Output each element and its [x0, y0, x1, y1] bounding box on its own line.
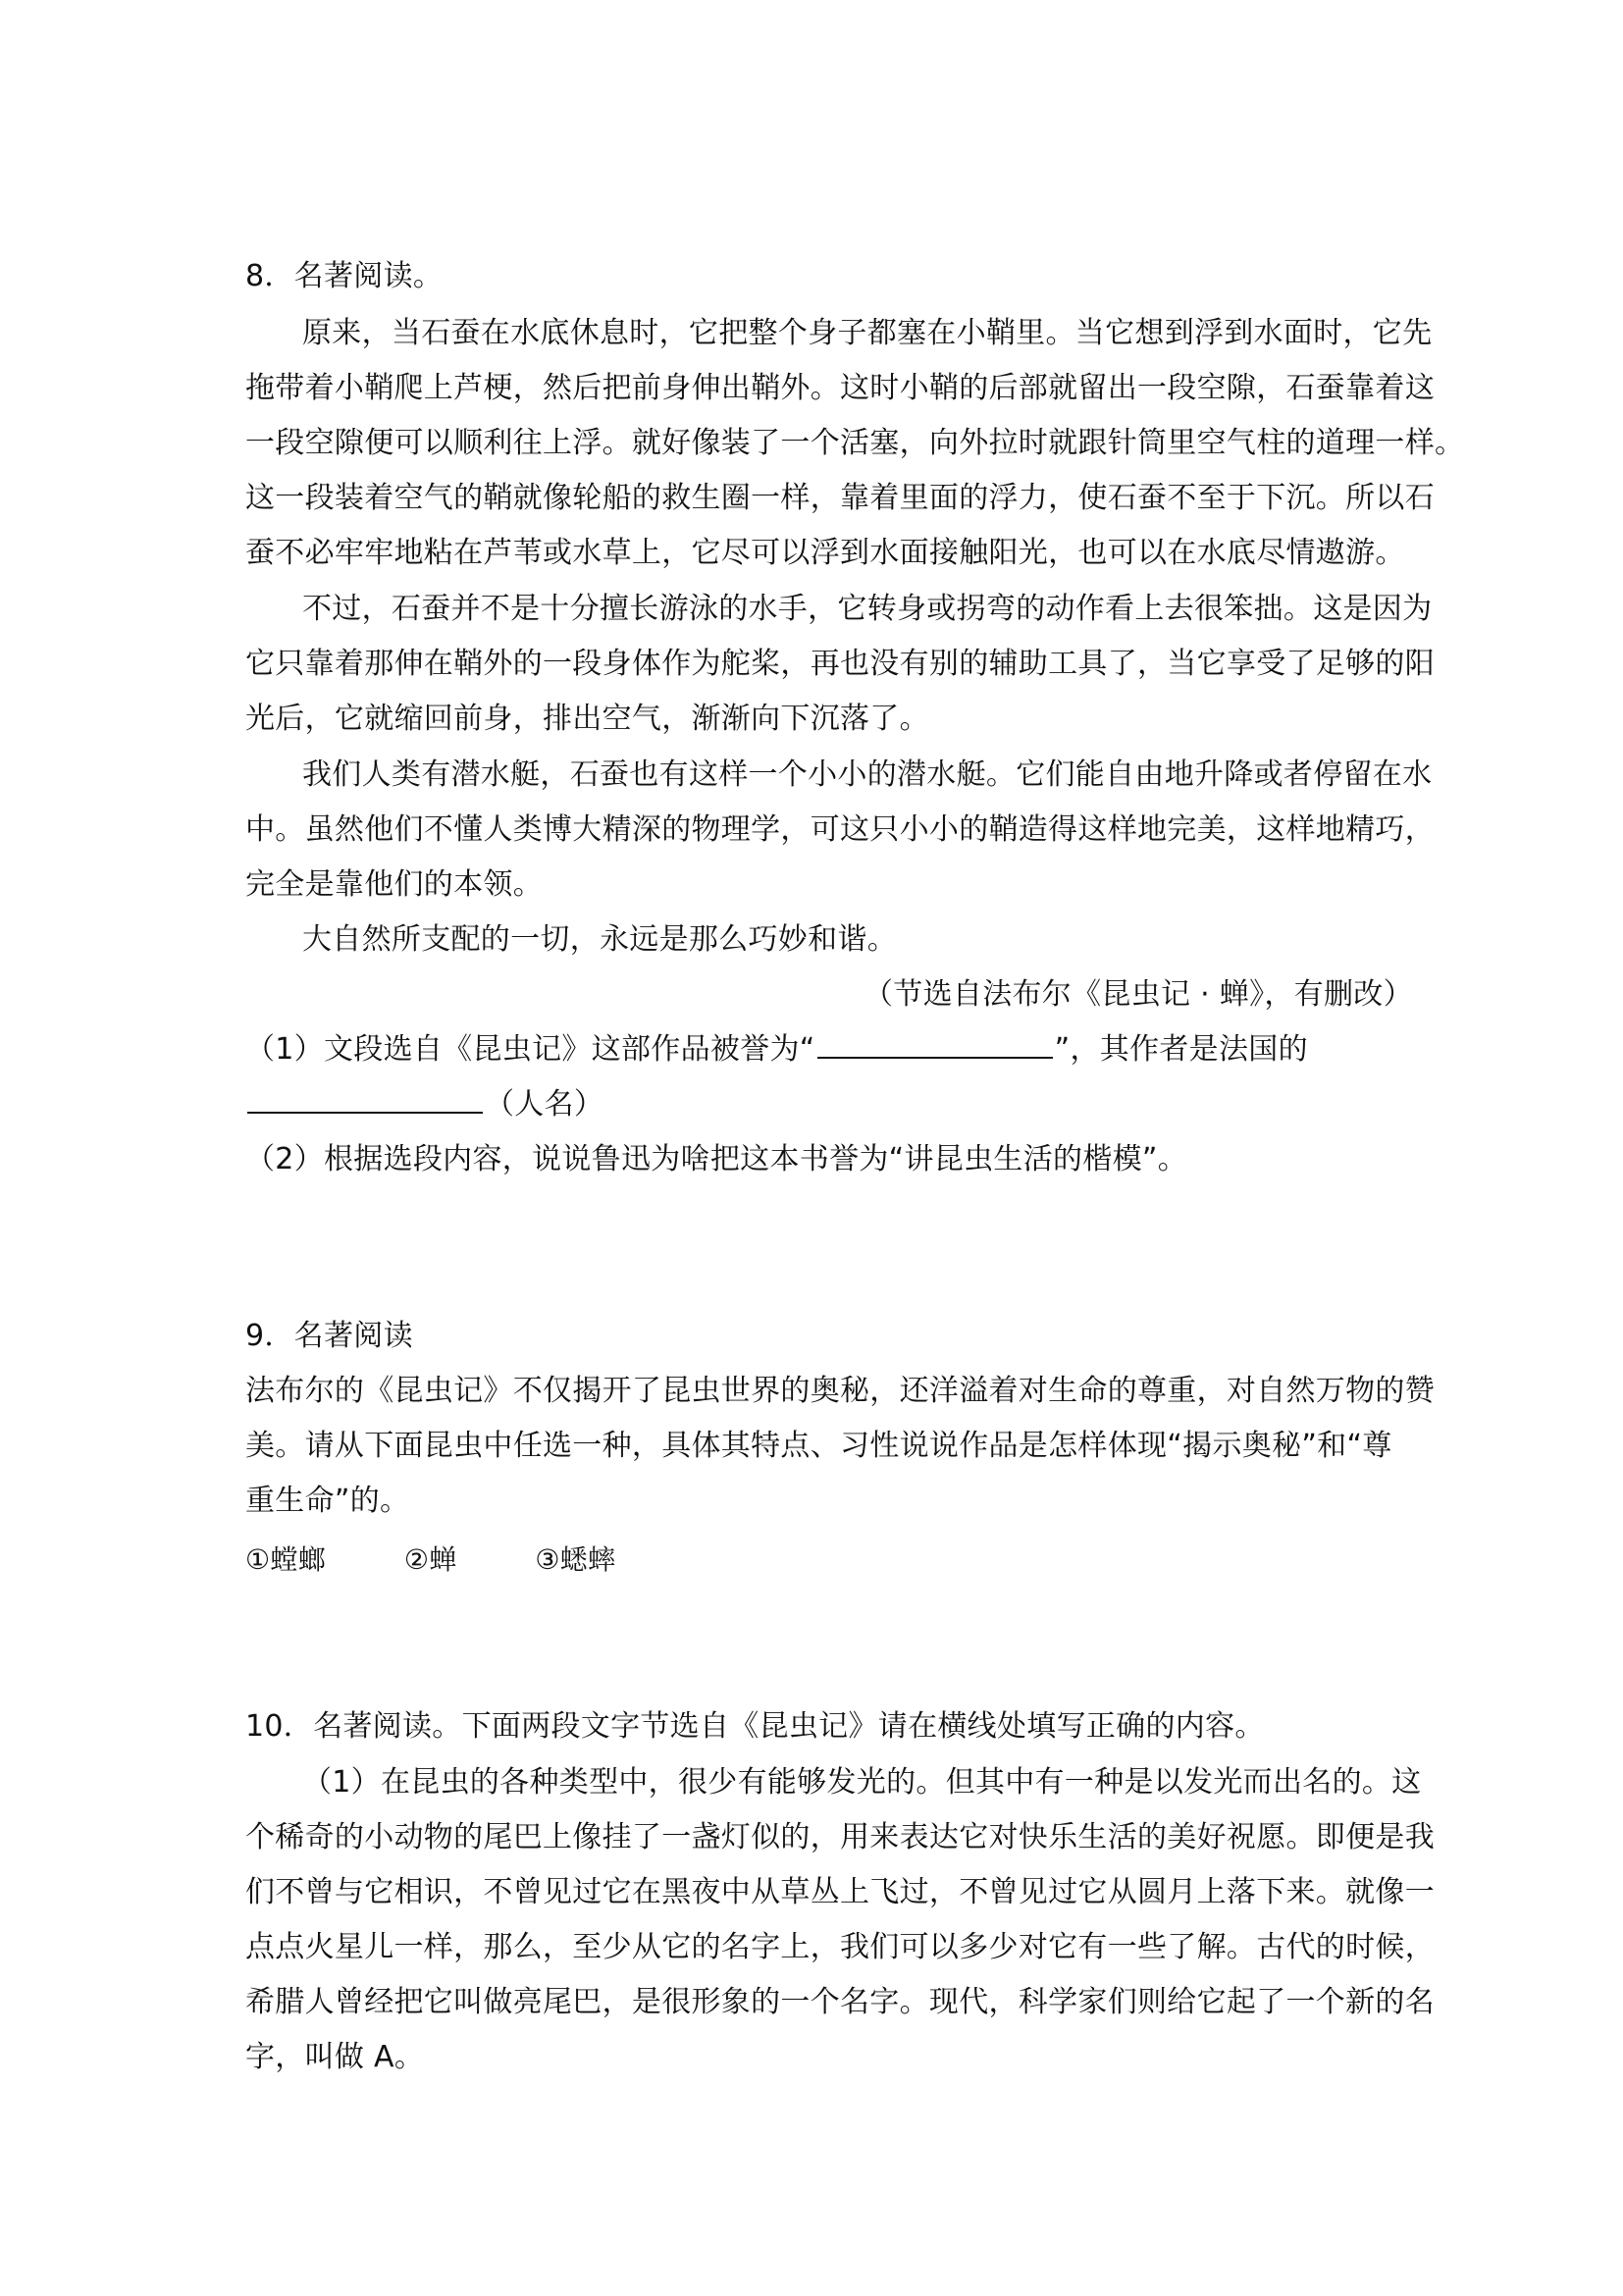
- q8-p3-line: 我们人类有潜水艇，石蚕也有这样一个小小的潜水艇。它们能自由地升降或者停留在水: [302, 757, 1433, 792]
- q10-line: 字，叫做 A。: [245, 2040, 425, 2074]
- q8-sub1: [245, 1030, 1393, 1070]
- q8-p1-line: 原来，当石蚕在水底休息时，它把整个身子都塞在小鞘里。当它想到浮到水面时，它先: [302, 316, 1433, 350]
- q8-sub1-text-a: （1）文段选自《昆虫记》这部作品被誉为“: [245, 1032, 815, 1067]
- q8-p3-line: 完全是靠他们的本领。: [245, 867, 543, 902]
- option-cricket: ③蟋蟀: [535, 1543, 616, 1576]
- q8-p2-line: 光后，它就缩回前身，排出空气，渐渐向下沉落了。: [245, 702, 929, 736]
- q8-p1-line: 拖带着小鞘爬上芦梗，然后把前身伸出鞘外。这时小鞘的后部就留出一段空隙，石蚕靠着这: [245, 371, 1435, 405]
- option-cicada: ②蝉: [403, 1543, 457, 1576]
- q8-title: 8．名著阅读。: [245, 259, 444, 293]
- answer-blank[interactable]: [247, 1086, 483, 1114]
- q9-line: 法布尔的《昆虫记》不仅揭开了昆虫世界的奥秘，还洋溢着对生命的尊重，对自然万物的赞: [245, 1374, 1435, 1408]
- answer-blank[interactable]: [817, 1031, 1053, 1059]
- q8-p1-line: 一段空隙便可以顺利往上浮。就好像装了一个活塞，向外拉时就跟针筒里空气柱的道理一样。: [245, 426, 1465, 460]
- q10-title: 10．名著阅读。下面两段文字节选自《昆虫记》请在横线处填写正确的内容。: [245, 1709, 1265, 1744]
- q9-title: 9．名著阅读: [245, 1319, 413, 1353]
- q8-sub1-cont: [245, 1085, 1393, 1124]
- option-mantis: ①螳螂: [245, 1543, 327, 1576]
- q8-sub1-text-b: ”，其作者是法国的: [1054, 1032, 1308, 1067]
- q8-p1-line: 蚕不必牢牢地粘在芦苇或水草上，它尽可以浮到水面接触阳光，也可以在水底尽情遨游。: [245, 536, 1405, 570]
- q8-sub1-text-c: （人名）: [485, 1087, 604, 1122]
- q8-p3-line: 中。虽然他们不懂人类博大精深的物理学，可这只小小的鞘造得这样地完美，这样地精巧，: [245, 812, 1435, 847]
- q10-line: 点点火星儿一样，那么，至少从它的名字上，我们可以多少对它有一些了解。古代的时候，: [245, 1930, 1435, 1964]
- q9-line: 重生命”的。: [245, 1484, 410, 1518]
- q10-line: 个稀奇的小动物的尾巴上像挂了一盏灯似的，用来表达它对快乐生活的美好祝愿。即便是我: [245, 1820, 1435, 1854]
- q8-source: （节选自法布尔《昆虫记 · 蝉》，有删改）: [864, 977, 1413, 1012]
- q8-p2-line: 不过，石蚕并不是十分擅长游泳的水手，它转身或拐弯的动作看上去很笨拙。这是因为: [302, 592, 1433, 626]
- q8-p2-line: 它只靠着那伸在鞘外的一段身体作为舵桨，再也没有别的辅助工具了，当它享受了足够的阳: [245, 647, 1435, 681]
- q8-p4: 大自然所支配的一切，永远是那么巧妙和谐。: [302, 922, 897, 957]
- q10-line: 希腊人曾经把它叫做亮尾巴，是很形象的一个名字。现代，科学家们则给它起了一个新的名: [245, 1985, 1435, 2019]
- q8-sub2: （2）根据选段内容，说说鲁迅为啥把这本书誉为“讲昆虫生活的楷模”。: [245, 1142, 1188, 1176]
- q9-options: [245, 1540, 1393, 1580]
- q10-line: （1）在昆虫的各种类型中，很少有能够发光的。但其中有一种是以发光而出名的。这: [302, 1765, 1422, 1800]
- q10-line: 们不曾与它相识，不曾见过它在黑夜中从草丛上飞过，不曾见过它从圆月上落下来。就像一: [245, 1875, 1435, 1909]
- q9-line: 美。请从下面昆虫中任选一种，具体其特点、习性说说作品是怎样体现“揭示奥秘”和“尊: [245, 1429, 1392, 1463]
- q8-p1-line: 这一段装着空气的鞘就像轮船的救生圈一样，靠着里面的浮力，使石蚕不至于下沉。所以石: [245, 481, 1435, 515]
